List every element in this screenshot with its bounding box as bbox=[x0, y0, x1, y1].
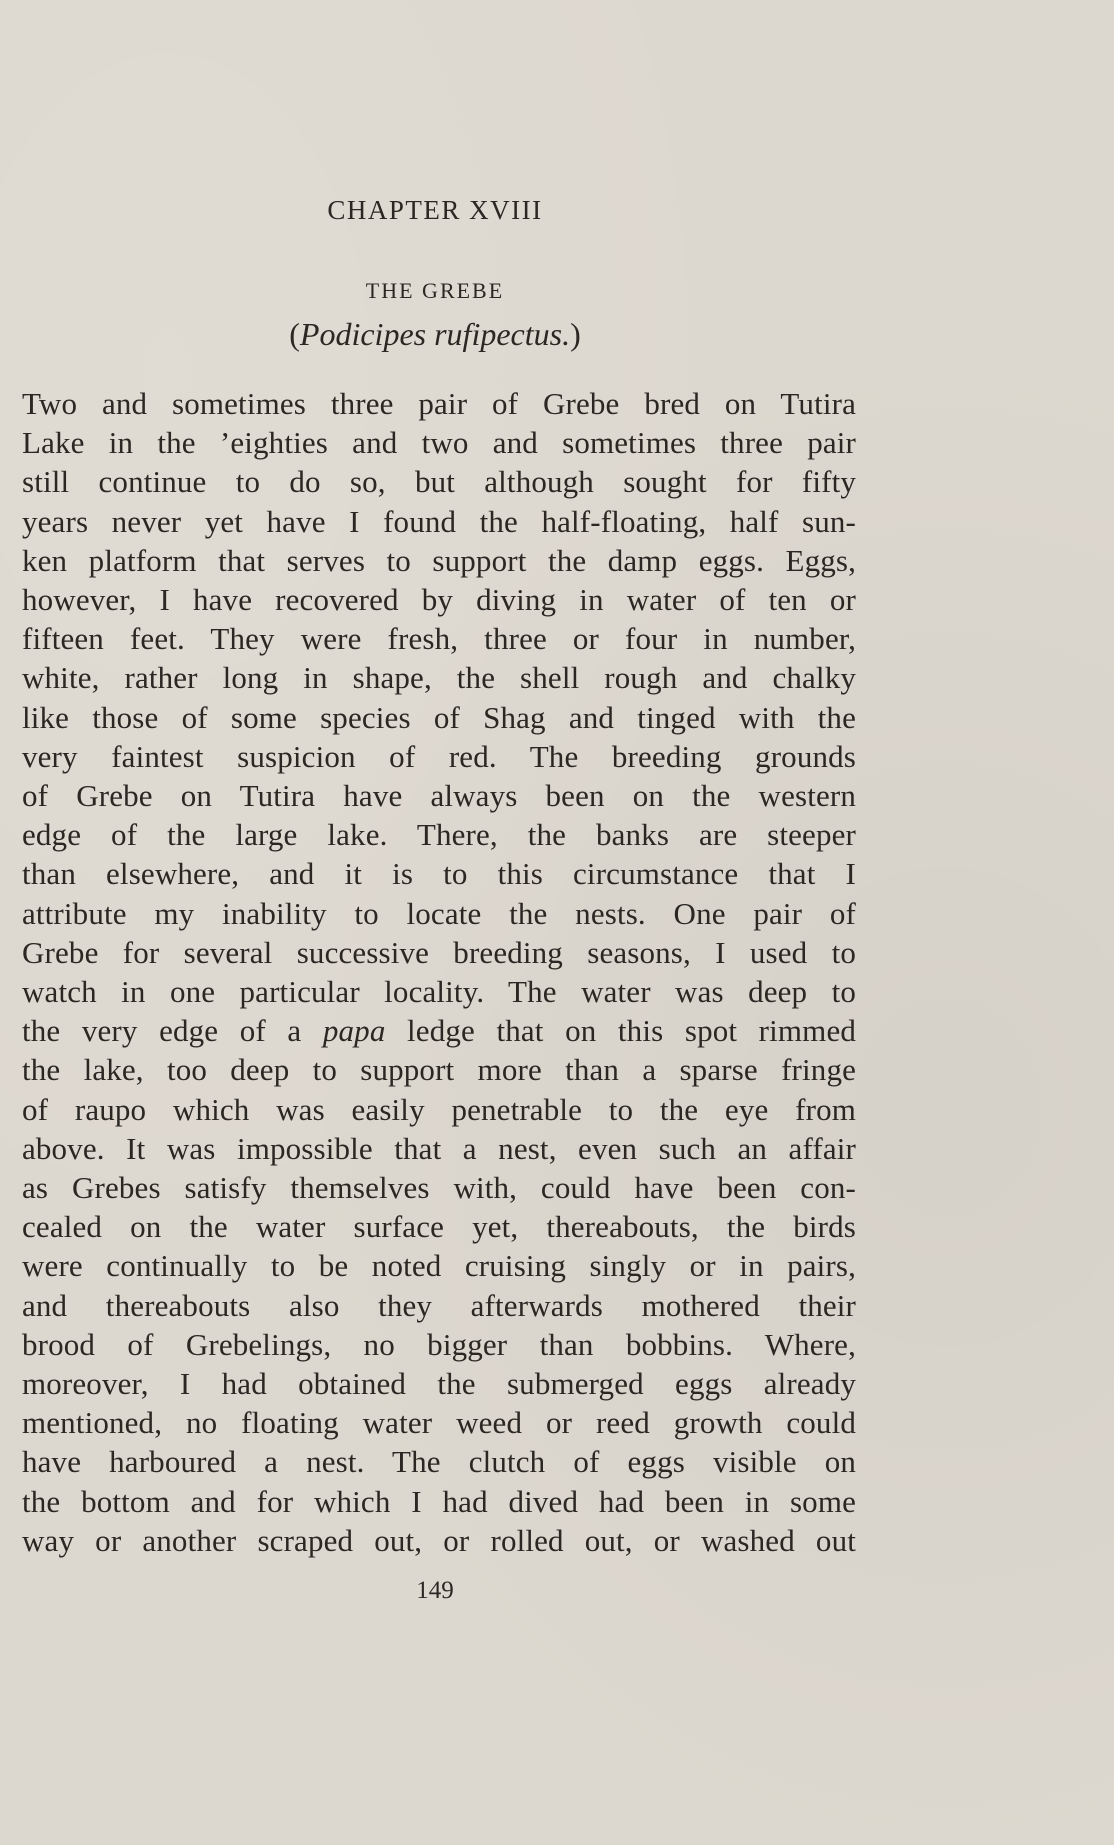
body-line: attribute my inability to locate the nests. One pair of bbox=[22, 895, 856, 931]
species-close-paren: ) bbox=[570, 316, 581, 352]
body-line: mentioned, no floating water weed or reed growth could bbox=[22, 1405, 856, 1441]
body-line: moreover, I had obtained the submerged eggs already bbox=[22, 1366, 856, 1402]
body-line: Lake in the ’eighties and two and sometimes three pair bbox=[22, 425, 856, 461]
body-line: of raupo which was easily penetrable to the eye from bbox=[22, 1091, 856, 1127]
body-line: have harboured a nest. The clutch of eggs visible on bbox=[22, 1444, 856, 1480]
body-line: of Grebe on Tutira have always been on the western bbox=[22, 778, 856, 814]
body-line: brood of Grebelings, no bigger than bobbins. Where, bbox=[22, 1326, 856, 1362]
body-line: above. It was impossible that a nest, even such an affair bbox=[22, 1130, 856, 1166]
body-line: the bottom and for which I had dived had been in some bbox=[22, 1483, 856, 1519]
body-line: Grebe for several successive breeding seasons, I used to bbox=[22, 934, 856, 970]
page-number: 149 bbox=[416, 1577, 454, 1604]
body-line: fifteen feet. They were fresh, three or four in number, bbox=[22, 621, 856, 657]
section-title: THE GREBE bbox=[365, 278, 505, 303]
body-line: the lake, too deep to support more than a sparse fringe bbox=[22, 1052, 856, 1088]
italic-word: papa bbox=[322, 1013, 386, 1049]
body-line: the very edge of a papa ledge that on this spot rimmed bbox=[22, 1013, 856, 1049]
body-line: were continually to be noted cruising singly or in pairs, bbox=[22, 1248, 856, 1284]
body-line: as Grebes satisfy themselves with, could have been con- bbox=[22, 1170, 856, 1206]
body-line: edge of the large lake. There, the banks are steeper bbox=[22, 817, 856, 853]
body-line: way or another scraped out, or rolled out, or washed out bbox=[22, 1522, 856, 1558]
body-line: Two and sometimes three pair of Grebe bred on Tutira bbox=[22, 386, 856, 421]
body-line: however, I have recovered by diving in water of ten or bbox=[22, 582, 856, 618]
species-name bbox=[0, 318, 870, 350]
body-line: watch in one particular locality. The water was deep to bbox=[22, 974, 856, 1010]
body-line: ken platform that serves to support the damp eggs. Eggs, bbox=[22, 542, 856, 578]
species-open-paren: ( bbox=[289, 316, 300, 352]
species-latin-name: Podicipes rufipectus. bbox=[299, 316, 571, 352]
body-line: years never yet have I found the half-floating, half sun- bbox=[22, 503, 856, 539]
body-text bbox=[22, 384, 856, 1560]
body-line: and thereabouts also they afterwards mothered their bbox=[22, 1287, 856, 1323]
body-line: cealed on the water surface yet, thereabouts, the birds bbox=[22, 1209, 856, 1245]
body-line: still continue to do so, but although sought for fifty bbox=[22, 464, 856, 500]
body-line: like those of some species of Shag and tinged with the bbox=[22, 699, 856, 735]
body-line: white, rather long in shape, the shell rough and chalky bbox=[22, 660, 856, 696]
body-line: very faintest suspicion of red. The breeding grounds bbox=[22, 738, 856, 774]
chapter-heading: CHAPTER XVIII bbox=[327, 195, 543, 225]
body-line: than elsewhere, and it is to this circumstance that I bbox=[22, 856, 856, 892]
